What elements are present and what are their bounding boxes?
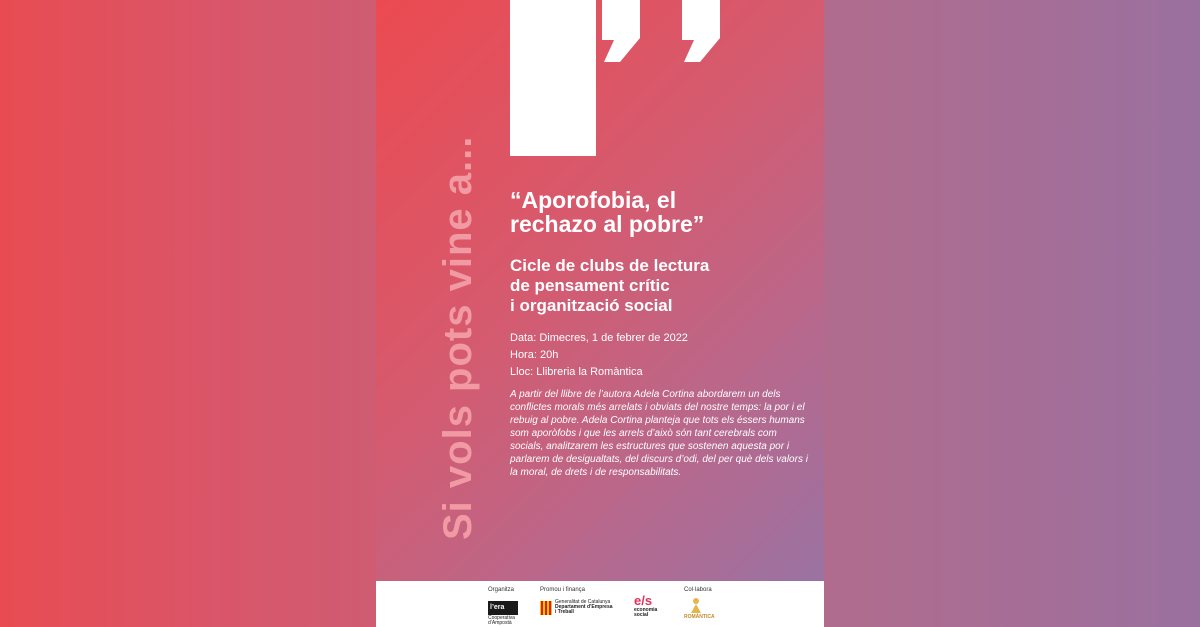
catalan-flag-icon [540, 601, 552, 615]
promoter-label: Promou i finança [540, 587, 586, 593]
event-subtitle-line: de pensament crític [510, 276, 670, 295]
event-poster [376, 0, 824, 627]
event-details [510, 330, 810, 381]
organizer-section [488, 587, 522, 626]
sponsor-footer [376, 581, 824, 627]
gencat-line: Generalitat de Catalunya [555, 599, 611, 605]
economia-social-line: economia [634, 607, 658, 613]
economia-social-line: social [634, 612, 649, 618]
event-title-line: rechazo al pobre” [510, 211, 705, 237]
event-title-line: “Aporofobia, el [510, 187, 677, 213]
event-time: Hora: 20h [510, 349, 559, 361]
collaborator-section [684, 587, 715, 620]
event-title [510, 188, 810, 236]
vertical-slogan: Si vols pots vine a... [436, 135, 480, 540]
gencat-line: Departament d’Empresa [555, 604, 613, 610]
economia-social-logo [634, 593, 657, 618]
left-background [0, 0, 376, 627]
event-description: A partir del llibre de l’autora Adela Cortina abordarem un dels conflictes morals més arrelats i obviats del nostre temps: la por i el rebuig al pobre. Adela Cortina planteja que tots els éssers humans som aporòfobs i que les arrels d’això són tant cerebrals com socials, analitzarem les estructures que sostenen aquesta por i parlarem de desigualtats, del discurs d’odi, del per què dels valors i la moral, de drets i de responsabilitats. [510, 389, 808, 478]
gencat-line: i Treball [555, 609, 574, 615]
event-date: Data: Dimecres, 1 de febrer de 2022 [510, 332, 688, 344]
organizer-label: Organitza [488, 587, 515, 593]
promoter-section [540, 587, 613, 615]
era-logo [488, 601, 518, 615]
era-logo-subtitle: Cooperativa d’Ampostà [488, 615, 515, 626]
quote-marks-icon [590, 0, 750, 70]
gencat-logo-text [555, 600, 613, 615]
quote-bar-graphic [510, 0, 596, 156]
collaborator-label: Col·labora [684, 587, 712, 593]
romantica-figure-icon [688, 597, 704, 613]
gencat-logo [540, 600, 613, 615]
right-background [824, 0, 1200, 627]
event-subtitle-line: i organització social [510, 296, 673, 315]
economia-social-mark: e/s [634, 593, 653, 608]
era-logo-text: l’era [490, 604, 505, 611]
romantica-logo-text: ROMÀNTICA [684, 614, 715, 620]
event-subtitle-line: Cicle de clubs de lectura [510, 256, 710, 275]
event-subtitle [510, 256, 810, 316]
event-place: Lloc: Llibreria la Romàntica [510, 366, 643, 378]
